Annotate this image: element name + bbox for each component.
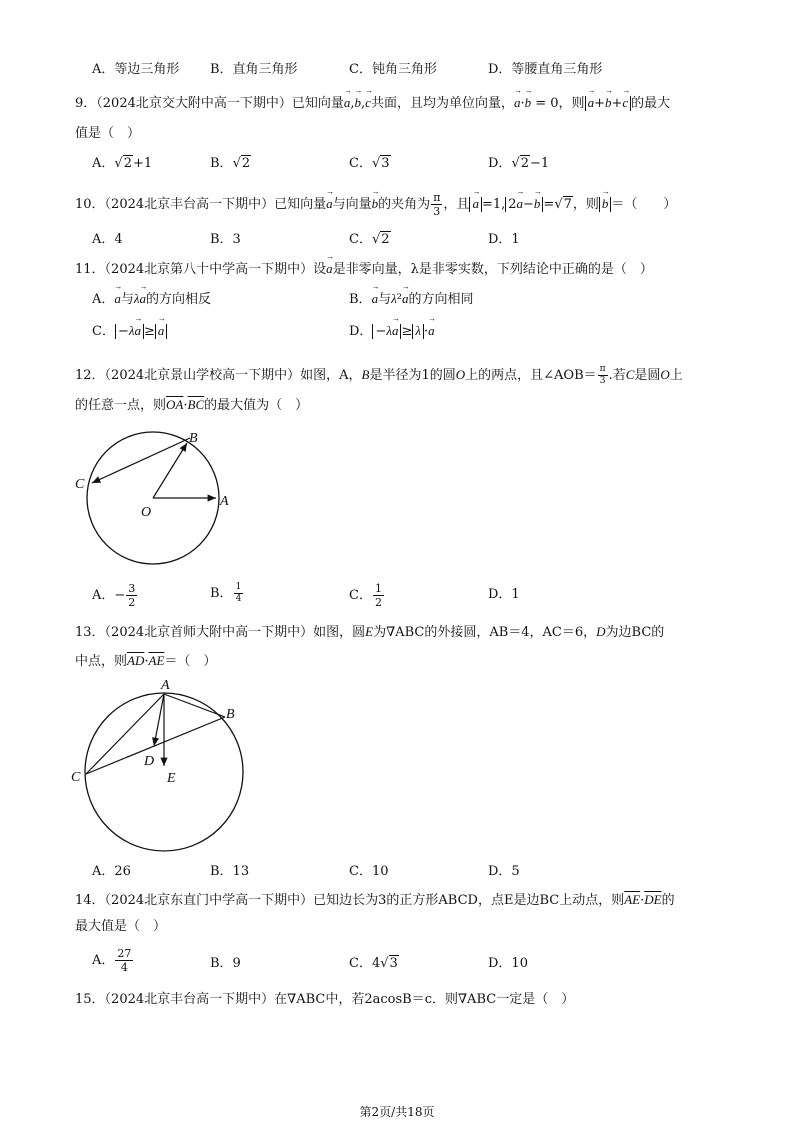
- q15-stem: 15．（2024北京丰台高一下期中）在∇ABC中，若2acosB＝c．则∇ABC一定是（ ）: [75, 992, 575, 1007]
- q11-option-a: A．→ a与λ→ a的方向相反: [92, 292, 211, 306]
- q13-stem-line2: 中点，则$\overline{AD}\cdot\overline{AE}=$（ ）: [75, 653, 217, 669]
- q9-option-b: B．√2: [210, 156, 251, 171]
- q14-option-b: B．9: [210, 956, 241, 971]
- q8-option-a: A．等边三角形: [92, 62, 180, 77]
- q10-option-d: D．1: [488, 232, 520, 247]
- q9-source: （2024北京交大附中高一下期中）: [96, 96, 292, 111]
- q14-stem: 14．（2024北京东直门中学高一下期中）已知边长为3的正方形ABCD，点E是边BC上动点，则$\overline{AE}\cdot\overline{DE}$的: [75, 892, 675, 908]
- q9-option-a: A．√2+1: [92, 156, 153, 171]
- q12-stem-line2: 的任意一点，则$\overline{OA}\cdot\overline{BC}$的最大值为（ ）: [75, 397, 309, 413]
- q13-source: （2024北京首师大附中高一下期中）: [104, 625, 314, 640]
- q12-label-c: C: [75, 477, 85, 492]
- q12-source: （2024北京景山学校高一下期中）: [104, 368, 301, 383]
- q9-stem-line2: 值是（ ）: [75, 126, 141, 141]
- q13-option-b: B．13: [210, 864, 250, 879]
- q11-option-d: D． −λ→ a ≥ λ ·→ a: [349, 324, 435, 338]
- q12-option-a: A．− $\frac{3}{2}$: [92, 582, 136, 609]
- q11-stem: 11．（2024北京第八十中学高一下期中）设→ a是非零向量，λ是非零实数，下列结论中正确的是（ ）: [75, 262, 653, 276]
- q9-stem: 9．（2024北京交大附中高一下期中）已知向量→ a,→ b,→ c共面，且均为单位向量，→ a·→ b = 0，则 → a+→ b+→ c 的最大: [75, 96, 670, 110]
- page-footer: 第2页/共18页: [359, 1105, 435, 1119]
- q14-stem-line2: 最大值是（ ）: [75, 919, 167, 934]
- q10-stem: 10．（2024北京丰台高一下期中）已知向量→ a与向量→ b的夹角为 $\frac{\pi}{3}$ ，且 → a =1, 2→ a−→ b =√7，则 → b ＝（ ）: [75, 192, 676, 217]
- q13-option-d: D．5: [488, 864, 520, 879]
- q10-option-c: C．√2: [349, 232, 390, 247]
- q13-stem: 13．（2024北京首师大附中高一下期中）如图，圆E为∇ABC的外接圆，AB＝4，AC＝6，D为边BC的: [75, 624, 665, 640]
- q11-option-b: B．→ a与λ²→ a的方向相同: [349, 292, 473, 306]
- q8-option-b: B．直角三角形: [210, 62, 298, 77]
- q13-label-b: B: [226, 707, 235, 722]
- q9-stem-c: ，则: [558, 96, 585, 111]
- q8-option-c: C．钝角三角形: [349, 62, 437, 77]
- q14-option-c: C．4√3: [349, 956, 398, 971]
- q13-circle-figure: [65, 672, 255, 852]
- q13-label-e: E: [167, 771, 176, 786]
- q12-label-b: B: [189, 431, 198, 446]
- q9-stem-b: 共面，且均为单位向量，: [370, 96, 514, 111]
- q9-stem-a: 已知向量: [291, 96, 344, 111]
- q13-label-c: C: [71, 770, 81, 785]
- q13-label-d: D: [144, 754, 155, 769]
- q14-source: （2024北京东直门中学高一下期中）: [104, 893, 314, 908]
- q14-option-a: A． $\frac{27}{4}$: [92, 947, 132, 974]
- q8-option-d: D．等腰直角三角形: [488, 62, 603, 77]
- q13-option-a: A．26: [92, 864, 131, 879]
- q13-option-c: C．10: [349, 864, 389, 879]
- q10-source: （2024北京丰台高一下期中）: [104, 197, 275, 212]
- q13-label-a: A: [161, 678, 170, 693]
- q9-option-c: C．√3: [349, 156, 390, 171]
- q10-option-b: B．3: [210, 232, 241, 247]
- q11-source: （2024北京第八十中学高一下期中）: [104, 262, 314, 277]
- q12-option-d: D．1: [488, 587, 520, 602]
- q12-circle-figure: [70, 425, 250, 575]
- q12-label-a: A: [220, 494, 229, 509]
- q9-number: 9．: [75, 96, 97, 111]
- q12-option-c: C． $\frac{1}{2}$: [349, 582, 382, 609]
- q9-stem-d: 的最大: [631, 96, 671, 111]
- q12-option-b: B． $\frac{1}{4}$: [210, 582, 242, 604]
- q14-option-d: D．10: [488, 956, 528, 971]
- q12-label-o: O: [141, 505, 152, 520]
- q11-option-c: C． −λ→ a ≥ → a: [92, 324, 167, 338]
- q10-option-a: A．4: [92, 232, 123, 247]
- q9-option-d: D．√2−1: [488, 156, 550, 171]
- q12-stem: 12．（2024北京景山学校高一下期中）如图，A，B是半径为1的圆O上的两点，且∠AOB＝ $\frac{\pi}{3}$ .若C是圆O上: [75, 364, 683, 386]
- q15-source: （2024北京丰台高一下期中）: [104, 992, 275, 1007]
